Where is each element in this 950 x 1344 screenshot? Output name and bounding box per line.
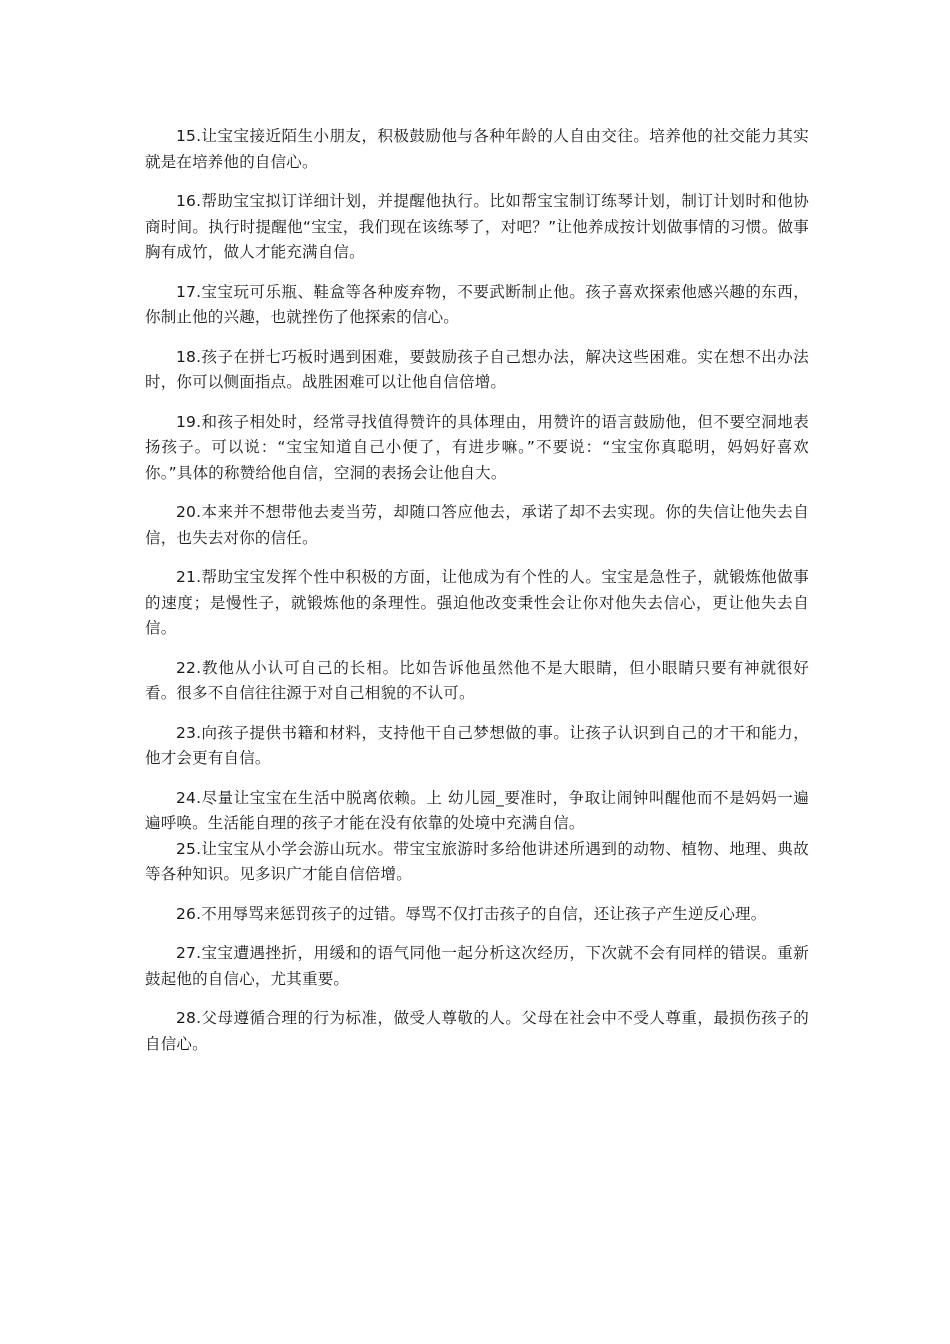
paragraph-15: 15.让宝宝接近陌生小朋友，积极鼓励他与各种年龄的人自由交往。培养他的社交能力其实就是在培养他的自信心。 — [145, 127, 809, 171]
paragraph-28: 28.父母遵循合理的行为标准，做受人尊敬的人。父母在社会中不受人尊重，最损伤孩子的自信心。 — [145, 1009, 809, 1053]
paragraph-22: 22.教他从小认可自己的长相。比如告诉他虽然他不是大眼睛，但小眼睛只要有神就很好看。很多不自信往往源于对自己相貌的不认可。 — [145, 658, 809, 702]
paragraph-16: 16.帮助宝宝拟订详细计划，并提醒他执行。比如帮宝宝制订练琴计划，制订计划时和他协商时间。执行时提醒他“宝宝，我们现在该练琴了，对吧？”让他养成按计划做事情的习惯。做事胸有成竹，做人才能充满自信。 — [145, 192, 809, 261]
paragraph-27: 27.宝宝遭遇挫折，用缓和的语气同他一起分析这次经历，下次就不会有同样的错误。重新鼓起他的自信心，尤其重要。 — [145, 944, 809, 988]
paragraph-23: 23.向孩子提供书籍和材料，支持他干自己梦想做的事。让孩子认识到自己的才干和能力，他才会更有自信。 — [145, 723, 809, 767]
paragraph-21: 21.帮助宝宝发挥个性中积极的方面，让他成为有个性的人。宝宝是急性子，就锻炼他做事的速度；是慢性子，就锻炼他的条理性。强迫他改变秉性会让你对他失去信心，更让他失去自信。 — [145, 568, 809, 637]
paragraph-18: 18.孩子在拼七巧板时遇到困难，要鼓励孩子自己想办法，解决这些困难。实在想不出办法时，你可以侧面指点。战胜困难可以让他自信倍增。 — [145, 347, 809, 391]
paragraph-24: 24.尽量让宝宝在生活中脱离依赖。上 幼儿园_要准时，争取让闹钟叫醒他而不是妈妈一遍遍呼唤。生活能自理的孩子才能在没有依靠的处境中充满自信。 — [145, 788, 809, 832]
paragraph-25: 25.让宝宝从小学会游山玩水。带宝宝旅游时多给他讲述所遇到的动物、植物、地理、典故等各种知识。见多识广才能自信倍增。 — [145, 839, 809, 883]
paragraph-17: 17.宝宝玩可乐瓶、鞋盒等各种废弃物，不要武断制止他。孩子喜欢探索他感兴趣的东西，你制止他的兴趣，也就挫伤了他探索的信心。 — [145, 282, 809, 326]
paragraph-26: 26.不用辱骂来惩罚孩子的过错。辱骂不仅打击孩子的自信，还让孩子产生逆反心理。 — [176, 904, 767, 923]
paragraph-19: 19.和孩子相处时，经常寻找值得赞许的具体理由，用赞许的语言鼓励他，但不要空洞地表扬孩子。可以说：“宝宝知道自己小便了，有进步嘛。”不要说：“宝宝你真聪明，妈妈好喜欢你。”具体的称赞给他自信，空洞的表扬会让他自大。 — [145, 412, 809, 482]
paragraph-20: 20.本来并不想带他去麦当劳，却随口答应他去，承诺了却不去实现。你的失信让他失去自信，也失去对你的信任。 — [145, 503, 809, 547]
document-body — [145, 124, 809, 1071]
